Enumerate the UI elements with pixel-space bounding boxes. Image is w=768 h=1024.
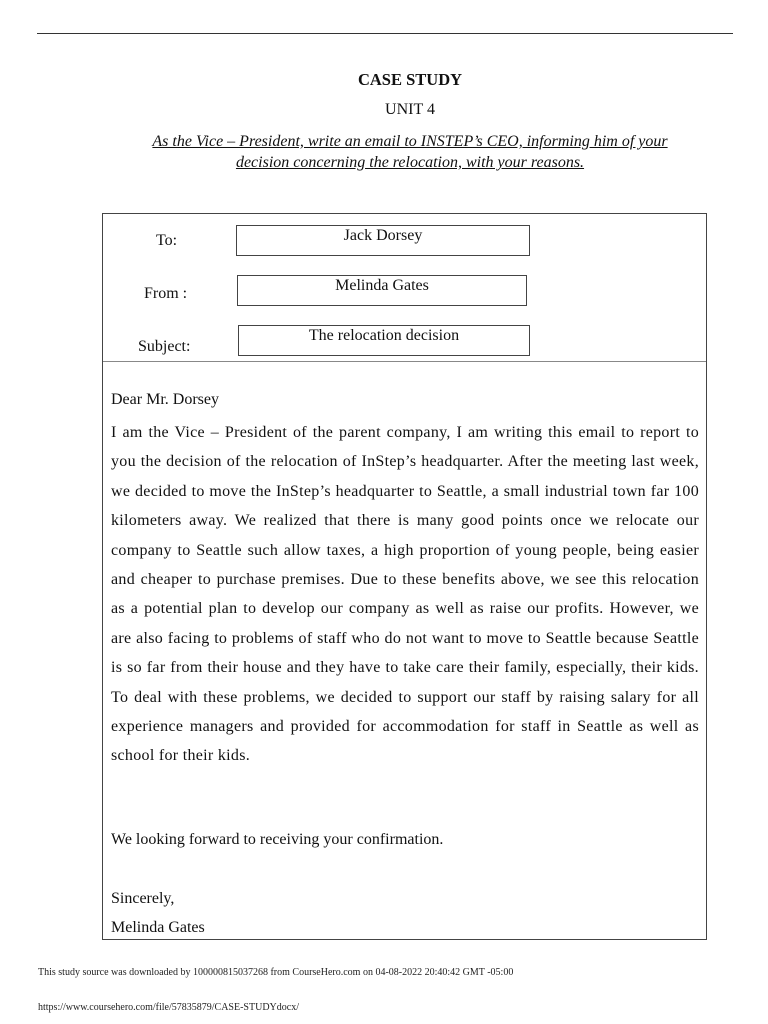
email-body-box xyxy=(102,361,707,940)
subject-label: Subject: xyxy=(138,338,191,355)
source-note: This study source was downloaded by 100000815037268 from CourseHero.com on 04-08-2022 20:40:42 GMT -05:00 xyxy=(38,967,514,978)
letter-body: I am the Vice – President of the parent company, I am writing this email to report to you the decision of the relocation of InStep’s headquarter. After the meeting last week, we decided to move the InStep’s headquarter to Seattle, a small industrial town far 100 kilometers away. We realized that there is many good points once we relocate our company to Seattle such allow taxes, a high proportion of young people, being easier and cheaper to purchase premises. Due to these benefits above, we see this relocation as a potential plan to develop our company as well as raise our profits. However, we are also facing to problems of staff who do not want to move to Seattle because Seattle is so far from their house and they have to take care their family, especially, their kids. To deal with these problems, we decided to support our staff by raising salary for all experience managers and provided for accommodation for staff in Seattle as well as school for their kids. xyxy=(111,424,699,765)
prompt-line-2: decision concerning the relocation, with your reasons. xyxy=(235,154,585,171)
closing-line: We looking forward to receiving your confirmation. xyxy=(111,831,444,848)
document-title: CASE STUDY xyxy=(357,70,463,89)
email-header-box xyxy=(102,213,707,362)
assignment-prompt xyxy=(100,131,720,173)
to-field[interactable]: Jack Dorsey xyxy=(236,225,530,256)
subject-field[interactable]: The relocation decision xyxy=(238,325,530,356)
source-url[interactable]: https://www.coursehero.com/file/57835879/CASE-STUDYdocx/ xyxy=(38,1002,299,1013)
unit-title: UNIT 4 xyxy=(385,101,435,118)
signoff: Sincerely, xyxy=(111,890,175,907)
to-label: To: xyxy=(156,232,178,249)
prompt-line-1: As the Vice – President, write an email to INSTEP’s CEO, informing him of your xyxy=(152,133,668,150)
from-field[interactable]: Melinda Gates xyxy=(237,275,527,306)
from-label: From : xyxy=(144,285,188,302)
greeting: Dear Mr. Dorsey xyxy=(111,391,219,408)
top-rule xyxy=(37,33,733,34)
signature: Melinda Gates xyxy=(111,919,205,936)
